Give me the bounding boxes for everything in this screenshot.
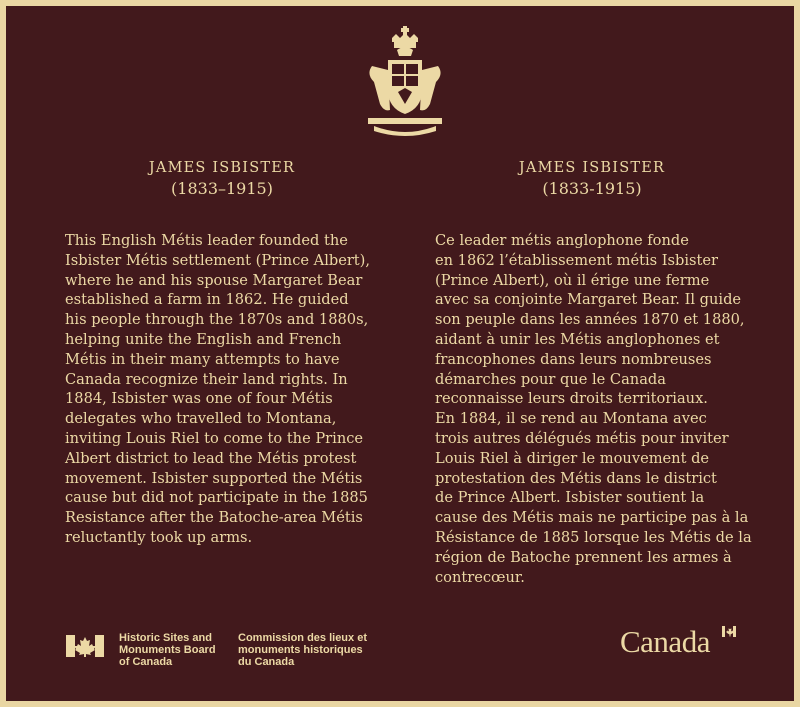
french-dates: (1833-1915) — [542, 179, 642, 198]
french-inscription: Ce leader métis anglophone fonde en 1862 l’établissement métis Isbister (Prince Albert), où il érige une ferme avec sa conjointe Margaret Bear. Il guide son peuple dans les années 1870 et 1880, aidant à unir les Métis anglophones et francophones dans leurs nombreuses démarches pour que le Canada reconnaisse leurs droits territoriaux. En 1884, il se rend au Montana avec trois autres délégués métis pour inviter Louis Riel à diriger le mouvement de protestation des Métis dans le district de Prince Albert. Isbister soutient la cause des Métis mais ne participe pas à la Résistance de 1885 lorsque les Métis de la région de Batoche prennent les armes à contrecœur. — [435, 232, 752, 586]
org-name-french: Commission des lieux et monuments historiques du Canada — [238, 632, 367, 668]
org-name-english: Historic Sites and Monuments Board of Canada — [119, 632, 216, 668]
english-dates: (1833–1915) — [171, 179, 273, 198]
coat-of-arms-icon — [364, 26, 446, 136]
english-name: JAMES ISBISTER — [148, 160, 296, 176]
french-title-block — [442, 158, 742, 200]
canada-wordmark: Canada — [620, 624, 710, 659]
french-name: JAMES ISBISTER — [518, 160, 666, 176]
plaque — [6, 6, 794, 701]
wordmark-flag-icon — [722, 626, 736, 637]
canada-flag-icon — [66, 635, 104, 657]
english-inscription: This English Métis leader founded the Isbister Métis settlement (Prince Albert), where he and his spouse Margaret Bear established a farm in 1862. He guided his people through the 1870s and 1880s, helping unite the English and French Métis in their many attempts to have Canada recognize their land rights. In 1884, Isbister was one of four Métis delegates who travelled to Montana, inviting Louis Riel to come to the Prince Albert district to lead the Métis protest movement. Isbister supported the Métis cause but did not participate in the 1885 Resistance after the Batoche-area Métis reluctantly took up arms. — [65, 232, 371, 546]
english-title-block — [72, 158, 372, 200]
